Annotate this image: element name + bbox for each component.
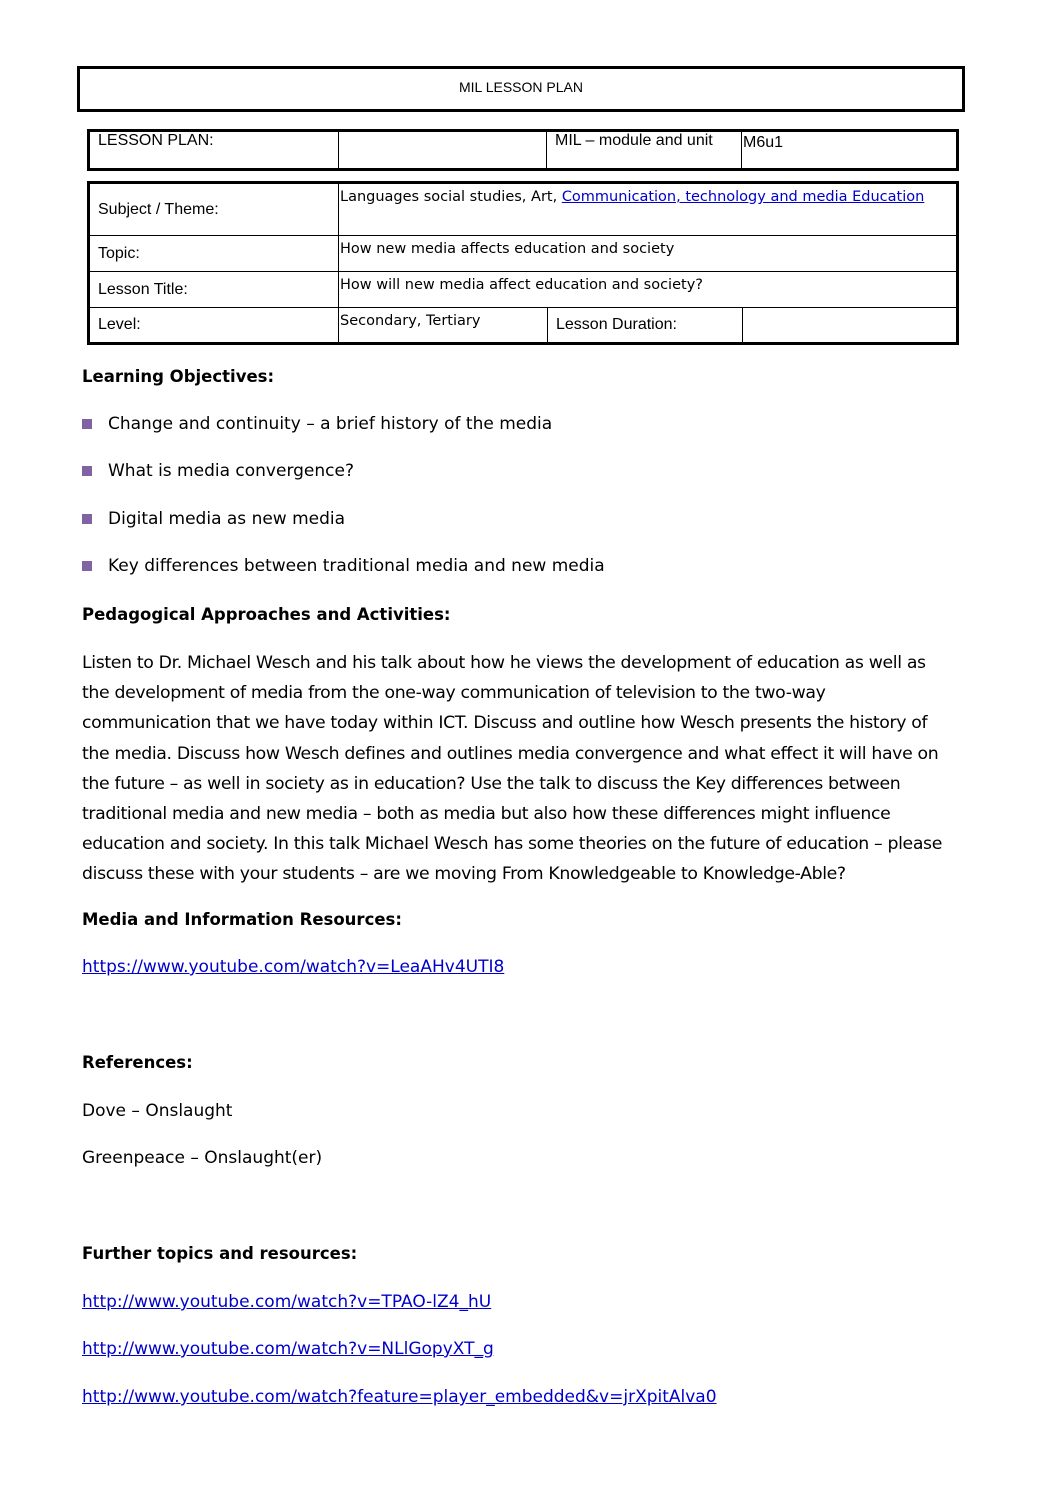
reference-item: Greenpeace – Onslaught(er) (82, 1148, 323, 1168)
subject-link[interactable]: Communication, technology and media Education (561, 189, 925, 205)
further-topics-heading: Further topics and resources: (82, 1244, 358, 1263)
square-bullet-icon (82, 419, 92, 429)
further-resource-link[interactable]: http://www.youtube.com/watch?feature=player_embedded&v=jrXpitAlva0 (82, 1387, 717, 1407)
pedagogical-paragraph: Listen to Dr. Michael Wesch and his talk about how he views the development of education as well as the development of media from the one-way communication of television to the two-way communication that we have today within ICT. Discuss and outline how Wesch presents the history of the media. Discuss how Wesch defines and outlines media convergence and what effect it will have on the future – as well in society as in education? Use the talk to discuss the Key differences between traditional media and new media – both as media but also how these differences might influence education and society. In this talk Michael Wesch has some theories on the future of education – please discuss these with your students – are we moving From Knowledgeable to Knowledge-Able? (82, 653, 942, 885)
info-table (87, 181, 959, 345)
subject-value (339, 183, 958, 236)
media-resources-heading: Media and Information Resources: (82, 910, 402, 929)
lesson-title-label: Lesson Title: (89, 272, 339, 308)
pedagogical-heading: Pedagogical Approaches and Activities: (82, 605, 451, 624)
objective-item: Change and continuity – a brief history of the media (82, 414, 972, 434)
subject-label: Subject / Theme: (89, 183, 339, 236)
duration-value (743, 308, 958, 344)
reference-item: Dove – Onslaught (82, 1101, 233, 1121)
module-value: M6u1 (742, 131, 958, 170)
learning-objectives-heading: Learning Objectives: (82, 367, 275, 386)
objective-item: What is media convergence? (82, 461, 972, 481)
lesson-plan-value (339, 131, 547, 170)
header-table (87, 129, 959, 171)
references-heading: References: (82, 1053, 193, 1072)
media-resource-link[interactable]: https://www.youtube.com/watch?v=LeaAHv4UTI8 (82, 957, 505, 977)
objective-item: Digital media as new media (82, 509, 972, 529)
square-bullet-icon (82, 561, 92, 571)
subject-value-text: Languages social studies, Art, (340, 189, 562, 205)
document-title: MIL LESSON PLAN (77, 66, 965, 112)
duration-label: Lesson Duration: (548, 308, 743, 344)
objective-item: Key differences between traditional media and new media (82, 556, 972, 576)
further-resource-item (82, 1339, 972, 1359)
further-resource-link[interactable]: http://www.youtube.com/watch?v=TPAO-lZ4_hU (82, 1292, 492, 1312)
further-resource-item (82, 1292, 972, 1312)
square-bullet-icon (82, 466, 92, 476)
lesson-plan-label: LESSON PLAN: (89, 131, 339, 170)
topic-value: How new media affects education and society (339, 236, 958, 272)
further-resource-link[interactable]: http://www.youtube.com/watch?v=NLlGopyXT_g (82, 1339, 494, 1359)
level-label: Level: (89, 308, 339, 344)
further-resource-item (82, 1387, 972, 1407)
square-bullet-icon (82, 514, 92, 524)
module-label: MIL – module and unit (547, 131, 742, 170)
level-value: Secondary, Tertiary (339, 308, 548, 344)
lesson-title-value: How will new media affect education and society? (339, 272, 958, 308)
topic-label: Topic: (89, 236, 339, 272)
media-resource-item (82, 957, 972, 977)
